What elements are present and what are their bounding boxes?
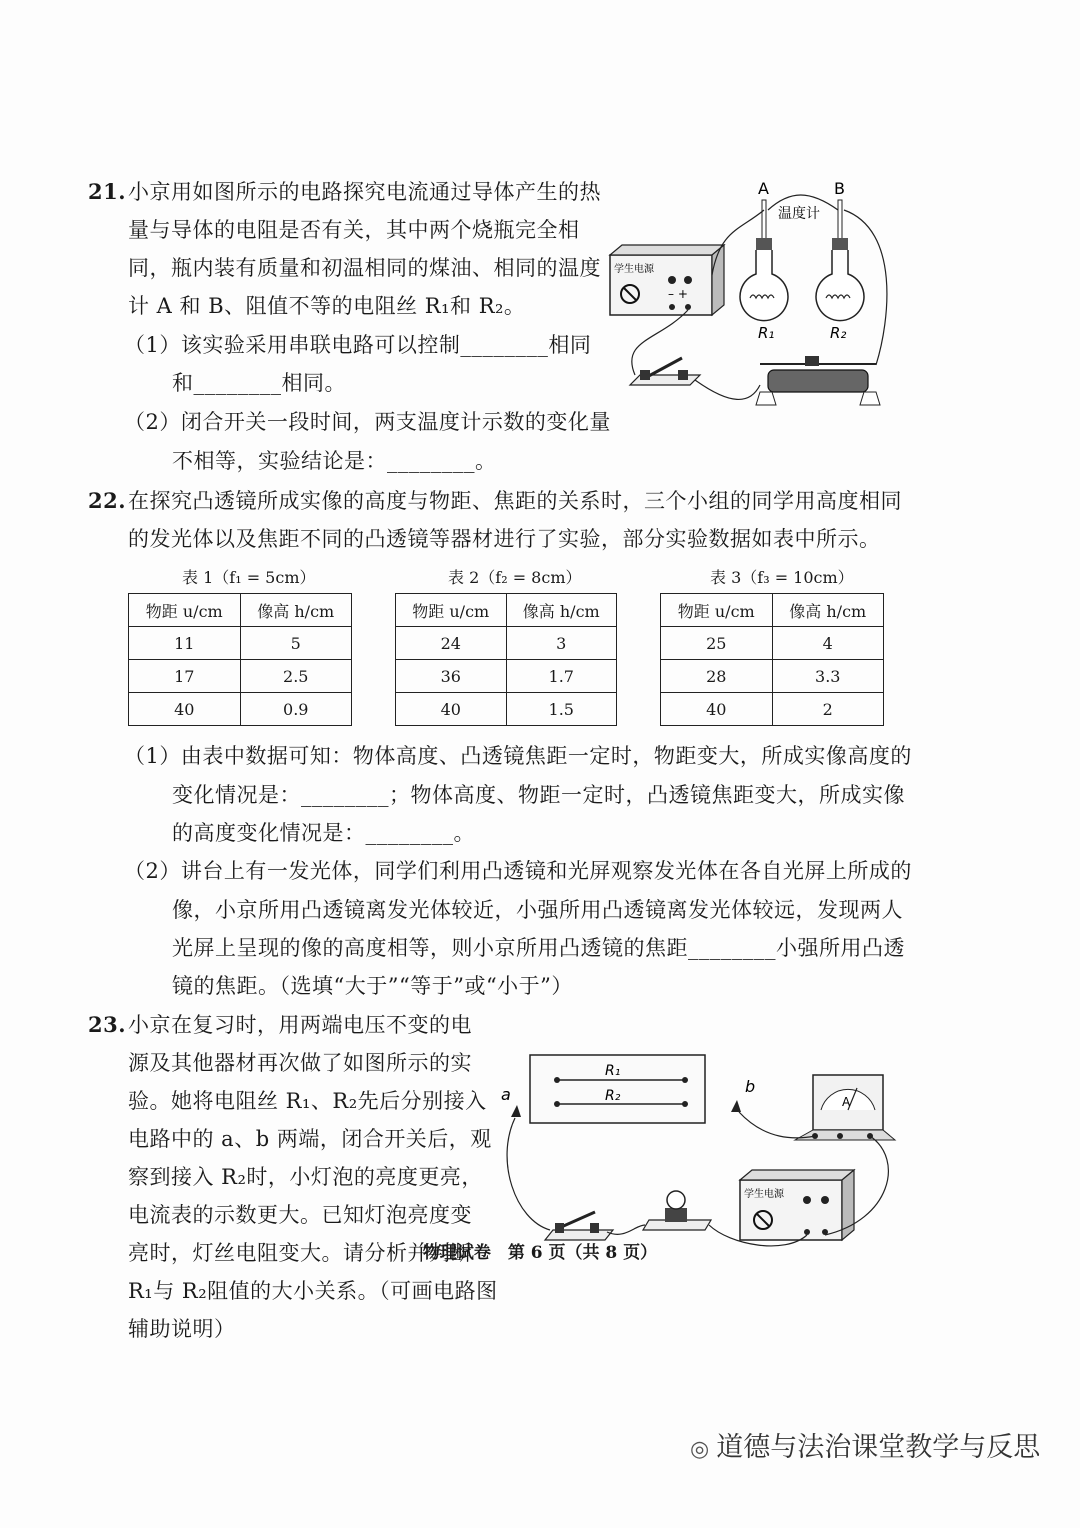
- q23-circuit-figure: [495, 1040, 905, 1255]
- q23-line-5: 察到接入 R₂时，小灯泡的亮度更亮，: [128, 1165, 483, 1189]
- resistor-board: [530, 1055, 705, 1123]
- r2-label: R₂: [830, 324, 847, 342]
- q21-line-2: 量与导体的电阻是否有关，其中两个烧瓶完全相: [128, 218, 580, 242]
- svg-text:– +: – +: [668, 287, 688, 301]
- q21-sub2-line-2: 不相等，实验结论是：________。: [172, 449, 497, 473]
- label-b: B: [834, 179, 845, 198]
- cell-h: 5: [240, 627, 352, 660]
- q21-circuit-figure: [600, 170, 900, 420]
- cell-h: 4: [772, 627, 884, 660]
- table-1: [128, 593, 352, 726]
- table-3: [660, 593, 884, 726]
- q23-line-8: R₁与 R₂阻值的大小关系。（可画电路图: [128, 1279, 498, 1303]
- table-row: [661, 660, 884, 693]
- q21-line-3: 同，瓶内装有质量和初温相同的煤油、相同的温度: [128, 256, 601, 280]
- q21-sub1-line-2: 和________相同。: [172, 371, 346, 395]
- table-row: [129, 627, 352, 660]
- cell-h: 2.5: [240, 660, 352, 693]
- terminal-b-label: b: [745, 1077, 756, 1096]
- cell-u: 24: [396, 627, 507, 660]
- cell-u: 40: [661, 693, 773, 726]
- table-row: [661, 693, 884, 726]
- rheostat: [756, 356, 880, 405]
- q22-line-2: 的发光体以及焦距不同的凸透镜等器材进行了实验，部分实验数据如表中所示。: [128, 527, 881, 551]
- q21-line-4: 计 A 和 B、阻值不等的电阻丝 R₁和 R₂。: [128, 294, 526, 318]
- q22-sub2-line-3: 光屏上呈现的像的高度相等，则小京所用凸透镜的焦距________小强所用凸透: [172, 936, 905, 960]
- q22-line-1: 在探究凸透镜所成实像的高度与物距、焦距的关系时，三个小组的同学用高度相同: [128, 489, 902, 513]
- cell-h: 1.5: [506, 693, 617, 726]
- col-u-header: 物距 u/cm: [129, 594, 241, 627]
- flask-r2: [816, 200, 864, 342]
- terminal-a-label: a: [501, 1085, 511, 1104]
- cell-u: 40: [396, 693, 507, 726]
- r2-label: R₂: [605, 1088, 621, 1104]
- q22-sub1-line-3: 的高度变化情况是：________。: [172, 821, 475, 845]
- watermark-text: 道德与法治课堂教学与反思: [716, 1432, 1041, 1463]
- q21-line-1: 小京用如图所示的电路探究电流通过导体产生的热: [128, 180, 601, 204]
- q22-sub1-line-1: （1）由表中数据可知：物体高度、凸透镜焦距一定时，物距变大，所成实像高度的: [124, 744, 912, 768]
- col-h-header: 像高 h/cm: [240, 594, 352, 627]
- q23-line-2: 源及其他器材再次做了如图所示的实: [128, 1051, 472, 1075]
- light-bulb: [643, 1191, 711, 1230]
- wechat-icon: ◎: [690, 1437, 717, 1462]
- q22-number: 22.: [88, 488, 127, 513]
- col-h-header: 像高 h/cm: [772, 594, 884, 627]
- cell-u: 36: [396, 660, 507, 693]
- table-row: [396, 627, 617, 660]
- q23-line-6: 电流表的示数更大。已知灯泡亮度变: [128, 1203, 472, 1227]
- switch: [630, 358, 700, 385]
- switch: [545, 1212, 613, 1240]
- r1-label: R₁: [758, 324, 775, 342]
- ammeter-label: A: [842, 1095, 851, 1109]
- cell-h: 0.9: [240, 693, 352, 726]
- cell-u: 28: [661, 660, 773, 693]
- table1-title: 表 1（f₁ = 5cm）: [182, 568, 316, 587]
- table3-title: 表 3（f₃ = 10cm）: [710, 568, 854, 587]
- power-supply: [610, 245, 724, 315]
- q22-sub1-line-2: 变化情况是：________；物体高度、物距一定时，凸透镜焦距变大，所成实像: [172, 783, 905, 807]
- q23-line-4: 电路中的 a、b 两端，闭合开关后，观: [128, 1127, 492, 1151]
- cell-u: 17: [129, 660, 241, 693]
- table2-title: 表 2（f₂ = 8cm）: [448, 568, 582, 587]
- ammeter: [795, 1075, 895, 1140]
- q22-sub2-line-2: 像，小京所用凸透镜离发光体较近，小强所用凸透镜离发光体较远，发现两人: [172, 898, 903, 922]
- table-row: [396, 693, 617, 726]
- cell-u: 40: [129, 693, 241, 726]
- label-a: A: [758, 179, 769, 198]
- col-h-header: 像高 h/cm: [506, 594, 617, 627]
- q21-number: 21.: [88, 179, 127, 204]
- col-u-header: 物距 u/cm: [396, 594, 507, 627]
- watermark: [690, 1425, 1040, 1464]
- table-2: [395, 593, 617, 726]
- cell-u: 25: [661, 627, 773, 660]
- q23-number: 23.: [88, 1012, 127, 1037]
- q23-line-3: 验。她将电阻丝 R₁、R₂先后分别接入: [128, 1089, 487, 1113]
- table-row: [661, 627, 884, 660]
- q21-sub2-line-1: （2）闭合开关一段时间，两支温度计示数的变化量: [124, 410, 611, 434]
- cell-h: 2: [772, 693, 884, 726]
- table-row: [129, 693, 352, 726]
- cell-h: 3.3: [772, 660, 884, 693]
- power-label: 学生电源: [744, 1189, 784, 1200]
- q22-sub2-line-4: 镜的焦距。（选填“大于”“等于”或“小于”）: [172, 974, 573, 998]
- cell-h: 3: [506, 627, 617, 660]
- q23-line-1: 小京在复习时，用两端电压不变的电: [128, 1013, 472, 1037]
- table-row: [129, 660, 352, 693]
- cell-u: 11: [129, 627, 241, 660]
- q23-line-9: 辅助说明）: [128, 1317, 236, 1341]
- q23-line-7: 亮时，灯丝电阻变大。请分析并判断: [128, 1241, 472, 1265]
- power-label: 学生电源: [614, 264, 654, 275]
- col-u-header: 物距 u/cm: [661, 594, 773, 627]
- table-row: [396, 660, 617, 693]
- q22-sub2-line-1: （2）讲台上有一发光体，同学们利用凸透镜和光屏观察发光体在各自光屏上所成的: [124, 859, 912, 883]
- q21-sub1-line-1: （1）该实验采用串联电路可以控制________相同: [124, 333, 592, 357]
- power-supply: [740, 1170, 854, 1240]
- r1-label: R₁: [605, 1063, 621, 1079]
- cell-h: 1.7: [506, 660, 617, 693]
- thermometer-label: 温度计: [778, 206, 820, 222]
- page-footer: 物理试卷 第 6 页（共 8 页）: [422, 1243, 658, 1263]
